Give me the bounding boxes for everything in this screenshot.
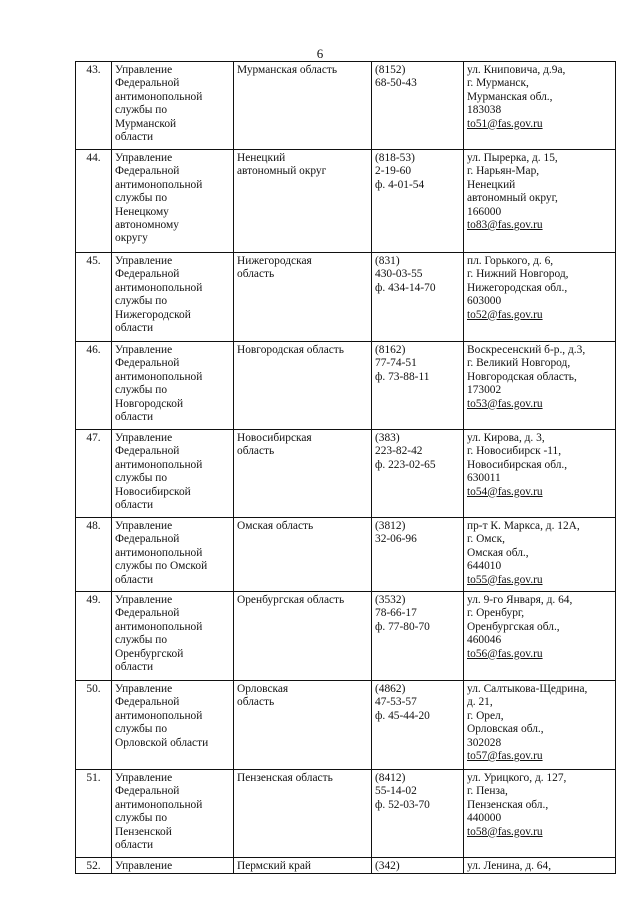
organization-name bbox=[112, 770, 234, 858]
email-link[interactable]: to54@fas.gov.ru bbox=[467, 485, 543, 498]
organization-name bbox=[112, 858, 234, 874]
table-row bbox=[76, 518, 616, 592]
address-line: ул. Книповича, д.9а, bbox=[467, 64, 566, 76]
address-line: г. Нижний Новгород, bbox=[467, 268, 569, 281]
address-line: Орловская обл., bbox=[467, 723, 544, 736]
region-name bbox=[234, 342, 372, 430]
phone-line: 47-53-57 bbox=[375, 696, 417, 709]
organization-line: антимонопольной bbox=[115, 798, 203, 811]
address-line: ул. Кирова, д. 3, bbox=[467, 432, 545, 444]
organization-line: Управление bbox=[115, 772, 173, 784]
organization-name bbox=[112, 430, 234, 518]
address-line: Оренбургская обл., bbox=[467, 620, 560, 633]
region-name bbox=[234, 770, 372, 858]
postal-address bbox=[464, 253, 616, 342]
phone-numbers bbox=[372, 62, 464, 150]
organization-name bbox=[112, 681, 234, 770]
address-line: г. Орел, bbox=[467, 709, 504, 722]
organization-line: службы по bbox=[115, 295, 168, 308]
region-line: Омская область bbox=[237, 520, 314, 532]
row-number: 52. bbox=[76, 858, 112, 874]
address-line: 630011 bbox=[467, 472, 501, 485]
postal-address bbox=[464, 858, 616, 874]
table-row bbox=[76, 592, 616, 681]
organization-line: антимонопольной bbox=[115, 620, 203, 633]
address-line: г. Оренбург, bbox=[467, 607, 525, 620]
row-number: 44. bbox=[76, 150, 112, 253]
organization-name bbox=[112, 342, 234, 430]
region-line: Ненецкий bbox=[237, 152, 286, 164]
organization-line: области bbox=[115, 411, 154, 424]
address-line: 460046 bbox=[467, 634, 502, 647]
organization-line: службы по bbox=[115, 812, 168, 825]
organization-line: Управление bbox=[115, 432, 173, 444]
organization-line: антимонопольной bbox=[115, 709, 203, 722]
organization-line: антимонопольной bbox=[115, 281, 203, 294]
phone-line: (342) bbox=[375, 860, 400, 872]
organization-line: службы по bbox=[115, 192, 168, 205]
organization-line: области bbox=[115, 839, 154, 852]
address-line: г. Великий Новгород, bbox=[467, 357, 571, 370]
address-line: Воскресенский б-р., д.3, bbox=[467, 344, 586, 356]
organization-line: области bbox=[115, 322, 154, 335]
row-number: 45. bbox=[76, 253, 112, 342]
address-line: Мурманская обл., bbox=[467, 90, 553, 103]
region-line: область bbox=[237, 445, 275, 458]
address-line: Новосибирская обл., bbox=[467, 458, 568, 471]
phone-numbers bbox=[372, 681, 464, 770]
email-link[interactable]: to83@fas.gov.ru bbox=[467, 219, 543, 232]
table-row bbox=[76, 681, 616, 770]
phone-numbers bbox=[372, 430, 464, 518]
region-line: Новгородская область bbox=[237, 344, 344, 356]
organization-line: автономному bbox=[115, 219, 179, 232]
address-line: ул. 9-го Января, д. 64, bbox=[467, 594, 573, 606]
address-line: пр-т К. Маркса, д. 12А, bbox=[467, 520, 580, 532]
organization-line: службы по bbox=[115, 723, 168, 736]
organization-line: Нижегородской bbox=[115, 308, 191, 321]
phone-line: (383) bbox=[375, 432, 400, 444]
postal-address bbox=[464, 681, 616, 770]
email-link[interactable]: to58@fas.gov.ru bbox=[467, 825, 543, 838]
table-row bbox=[76, 62, 616, 150]
phone-line: 55-14-02 bbox=[375, 785, 417, 798]
organization-line: Федеральной bbox=[115, 357, 180, 370]
region-name bbox=[234, 62, 372, 150]
organization-line: Управление bbox=[115, 64, 173, 76]
phone-line: ф. 77-80-70 bbox=[375, 620, 430, 633]
address-line: Новгородская область, bbox=[467, 370, 577, 383]
organization-line: Ненецкому bbox=[115, 205, 169, 218]
region-line: Оренбургская область bbox=[237, 594, 345, 606]
organization-line: Управление bbox=[115, 683, 173, 695]
organization-name bbox=[112, 62, 234, 150]
phone-line: ф. 223-02-65 bbox=[375, 458, 436, 471]
address-line: г. Новосибирск -11, bbox=[467, 445, 562, 458]
row-number: 51. bbox=[76, 770, 112, 858]
organization-line: службы по bbox=[115, 634, 168, 647]
organization-line: Федеральной bbox=[115, 696, 180, 709]
region-name bbox=[234, 592, 372, 681]
organization-line: антимонопольной bbox=[115, 90, 203, 103]
region-name bbox=[234, 681, 372, 770]
phone-numbers bbox=[372, 518, 464, 592]
address-line: 166000 bbox=[467, 205, 502, 218]
row-number: 48. bbox=[76, 518, 112, 592]
region-name bbox=[234, 253, 372, 342]
postal-address bbox=[464, 342, 616, 430]
phone-line: (8162) bbox=[375, 344, 406, 356]
phone-line: (8412) bbox=[375, 772, 406, 784]
email-link[interactable]: to56@fas.gov.ru bbox=[467, 647, 543, 660]
phone-line: ф. 52-03-70 bbox=[375, 798, 430, 811]
phone-line: (818-53) bbox=[375, 152, 415, 164]
organization-line: Новосибирской bbox=[115, 485, 191, 498]
row-number: 47. bbox=[76, 430, 112, 518]
postal-address bbox=[464, 770, 616, 858]
organization-line: службы по bbox=[115, 104, 168, 117]
organization-line: области bbox=[115, 499, 154, 512]
table-row bbox=[76, 858, 616, 874]
region-line: Пензенская область bbox=[237, 772, 333, 784]
region-line: Мурманская область bbox=[237, 64, 338, 76]
email-link[interactable]: to57@fas.gov.ru bbox=[467, 750, 543, 763]
region-name bbox=[234, 430, 372, 518]
organization-line: Управление bbox=[115, 152, 173, 164]
organization-line: Федеральной bbox=[115, 445, 180, 458]
organization-line: Пензенской bbox=[115, 825, 172, 838]
phone-line: (8152) bbox=[375, 64, 406, 76]
organization-line: Управление bbox=[115, 860, 173, 872]
address-line: Нижегородская обл., bbox=[467, 281, 568, 294]
page-number: 6 bbox=[316, 46, 324, 61]
address-line: г. Нарьян-Мар, bbox=[467, 165, 540, 178]
email-link[interactable]: to53@fas.gov.ru bbox=[467, 397, 543, 410]
organization-line: Мурманской bbox=[115, 117, 177, 130]
address-line: ул. Урицкого, д. 127, bbox=[467, 772, 567, 784]
row-number: 50. bbox=[76, 681, 112, 770]
organization-line: антимонопольной bbox=[115, 370, 203, 383]
postal-address bbox=[464, 150, 616, 253]
phone-line: 68-50-43 bbox=[375, 77, 417, 90]
organization-line: Федеральной bbox=[115, 77, 180, 90]
phone-numbers bbox=[372, 150, 464, 253]
table-row bbox=[76, 342, 616, 430]
address-line: д. 21, bbox=[467, 696, 493, 709]
address-line: Омская обл., bbox=[467, 546, 529, 559]
phone-numbers bbox=[372, 858, 464, 874]
address-line: 603000 bbox=[467, 295, 502, 308]
address-line: ул. Салтыкова-Щедрина, bbox=[467, 683, 588, 695]
address-line: ул. Пырерка, д. 15, bbox=[467, 152, 558, 164]
region-line: область bbox=[237, 696, 275, 709]
organization-line: округу bbox=[115, 232, 148, 245]
organization-line: Федеральной bbox=[115, 165, 180, 178]
region-line: автономный округ bbox=[237, 165, 327, 178]
organization-line: антимонопольной bbox=[115, 546, 203, 559]
row-number: 46. bbox=[76, 342, 112, 430]
address-line: г. Мурманск, bbox=[467, 77, 529, 90]
address-line: г. Омск, bbox=[467, 533, 505, 546]
region-line: Новосибирская bbox=[237, 432, 312, 444]
phone-line: ф. 4-01-54 bbox=[375, 178, 425, 191]
organization-name bbox=[112, 592, 234, 681]
fas-offices-table bbox=[75, 61, 616, 874]
address-line: пл. Горького, д. 6, bbox=[467, 255, 554, 267]
address-line: автономный округ, bbox=[467, 192, 558, 205]
postal-address bbox=[464, 62, 616, 150]
organization-line: антимонопольной bbox=[115, 458, 203, 471]
region-line: Нижегородская bbox=[237, 255, 312, 267]
organization-line: Федеральной bbox=[115, 607, 180, 620]
organization-line: Управление bbox=[115, 344, 173, 356]
organization-line: области bbox=[115, 661, 154, 674]
phone-line: (3812) bbox=[375, 520, 406, 532]
address-line: 302028 bbox=[467, 736, 502, 749]
phone-line: (4862) bbox=[375, 683, 406, 695]
organization-line: Управление bbox=[115, 255, 173, 267]
address-line: 644010 bbox=[467, 560, 502, 573]
region-name bbox=[234, 150, 372, 253]
email-link[interactable]: to52@fas.gov.ru bbox=[467, 308, 543, 321]
organization-name bbox=[112, 253, 234, 342]
email-link[interactable]: to51@fas.gov.ru bbox=[467, 117, 543, 130]
organization-line: службы по bbox=[115, 472, 168, 485]
phone-line: 78-66-17 bbox=[375, 607, 417, 620]
organization-line: службы по Омской bbox=[115, 560, 208, 573]
address-line: Ненецкий bbox=[467, 178, 516, 191]
phone-numbers bbox=[372, 342, 464, 430]
address-line: 183038 bbox=[467, 104, 502, 117]
organization-name bbox=[112, 150, 234, 253]
address-line: ул. Ленина, д. 64, bbox=[467, 860, 552, 872]
table-row bbox=[76, 430, 616, 518]
postal-address bbox=[464, 518, 616, 592]
organization-line: Новгородской bbox=[115, 397, 184, 410]
phone-line: 223-82-42 bbox=[375, 445, 423, 458]
organization-line: Управление bbox=[115, 594, 173, 606]
organization-line: Федеральной bbox=[115, 533, 180, 546]
region-name bbox=[234, 858, 372, 874]
address-line: 173002 bbox=[467, 384, 502, 397]
postal-address bbox=[464, 592, 616, 681]
email-link[interactable]: to55@fas.gov.ru bbox=[467, 573, 543, 586]
phone-line: 2-19-60 bbox=[375, 165, 412, 178]
phone-numbers bbox=[372, 770, 464, 858]
address-line: 440000 bbox=[467, 812, 502, 825]
phone-line: (3532) bbox=[375, 594, 406, 606]
phone-numbers bbox=[372, 592, 464, 681]
organization-line: Федеральной bbox=[115, 268, 180, 281]
organization-line: службы по bbox=[115, 384, 168, 397]
organization-line: области bbox=[115, 573, 154, 586]
organization-line: Оренбургской bbox=[115, 647, 184, 660]
table-row bbox=[76, 770, 616, 858]
phone-line: 77-74-51 bbox=[375, 357, 417, 370]
row-number: 49. bbox=[76, 592, 112, 681]
table-row bbox=[76, 150, 616, 253]
organization-line: области bbox=[115, 131, 154, 144]
row-number: 43. bbox=[76, 62, 112, 150]
organization-line: Орловской области bbox=[115, 736, 209, 749]
table-row bbox=[76, 253, 616, 342]
region-line: Пермский край bbox=[237, 860, 312, 872]
organization-line: антимонопольной bbox=[115, 178, 203, 191]
postal-address bbox=[464, 430, 616, 518]
organization-line: Федеральной bbox=[115, 785, 180, 798]
phone-line: 32-06-96 bbox=[375, 533, 417, 546]
address-line: г. Пенза, bbox=[467, 785, 508, 798]
region-line: Орловская bbox=[237, 683, 289, 695]
region-name bbox=[234, 518, 372, 592]
phone-numbers bbox=[372, 253, 464, 342]
phone-line: ф. 73-88-11 bbox=[375, 370, 430, 383]
phone-line: ф. 45-44-20 bbox=[375, 709, 430, 722]
table-body bbox=[76, 62, 616, 874]
phone-line: 430-03-55 bbox=[375, 268, 423, 281]
organization-name bbox=[112, 518, 234, 592]
phone-line: ф. 434-14-70 bbox=[375, 281, 436, 294]
phone-line: (831) bbox=[375, 255, 400, 267]
organization-line: Управление bbox=[115, 520, 173, 532]
address-line: Пензенская обл., bbox=[467, 798, 549, 811]
region-line: область bbox=[237, 268, 275, 281]
